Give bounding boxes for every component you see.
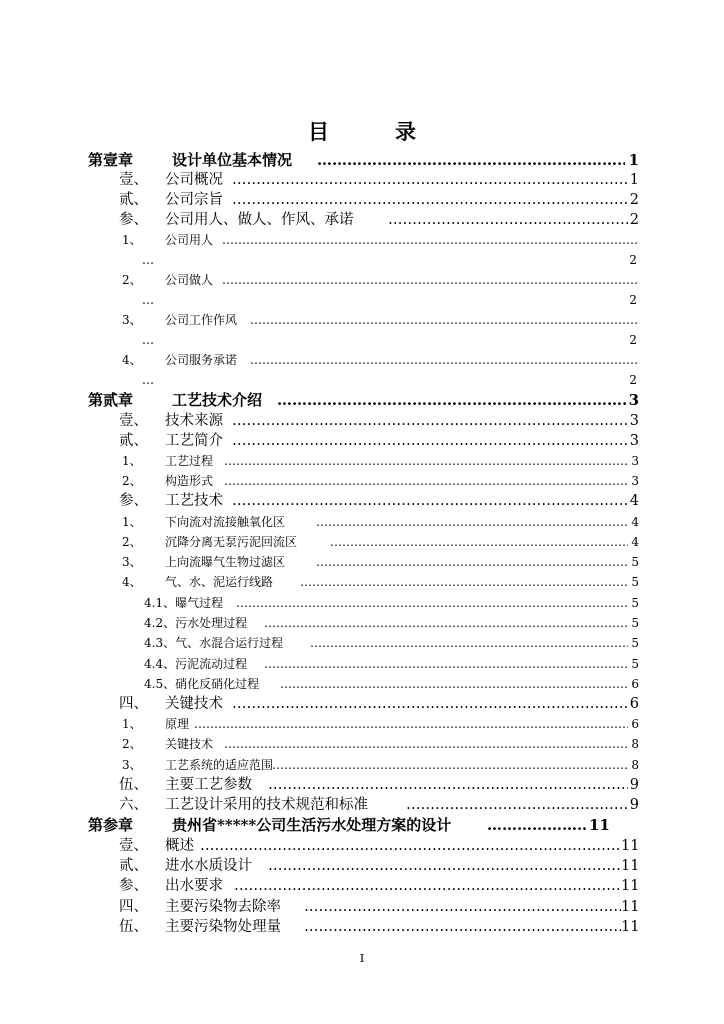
toc-entry[interactable] — [0, 210, 724, 230]
toc-chapter-1[interactable] — [0, 150, 724, 170]
entry-title: 出水要求 — [165, 878, 223, 894]
page-number: 5 — [631, 636, 639, 650]
entry-title: 4.1、曝气过程 — [144, 596, 224, 610]
entry-number: 4、 — [122, 575, 142, 589]
toc-entry[interactable] — [0, 633, 724, 653]
dot-leader — [487, 815, 587, 835]
toc-entry[interactable] — [0, 552, 724, 572]
page-number: 5 — [631, 657, 639, 671]
dot-leader — [304, 897, 621, 917]
toc-entry[interactable] — [0, 714, 724, 734]
entry-title: 气、水、泥运行线路 — [165, 575, 274, 589]
entry-title: 关键技术 — [165, 737, 214, 751]
dot-leader — [406, 795, 628, 815]
dot-leader — [250, 350, 637, 370]
dot-leader — [300, 572, 628, 592]
dot-leader — [317, 150, 625, 170]
dot-leader — [232, 190, 628, 210]
entry-title: 公司服务承诺 — [165, 353, 238, 367]
entry-number: 2、 — [122, 737, 142, 751]
dot-leader — [316, 552, 628, 572]
toc-entry[interactable] — [0, 170, 724, 190]
entry-title: 4.3、气、水混合运行过程 — [144, 636, 284, 650]
page-number: 5 — [631, 555, 639, 569]
page-number: 1 — [629, 172, 639, 188]
toc-entry[interactable] — [0, 755, 724, 775]
toc-entry[interactable] — [0, 795, 724, 815]
toc-entry[interactable] — [0, 431, 724, 451]
entry-number: 壹、 — [119, 172, 148, 188]
entry-title: 概述 — [165, 838, 194, 854]
entry-title: 公司用人 — [165, 233, 214, 247]
toc-title — [0, 116, 724, 146]
toc-entry[interactable] — [0, 674, 724, 694]
entry-number: 1、 — [122, 233, 142, 247]
page-number: 4 — [631, 535, 639, 549]
toc-entry[interactable] — [0, 836, 724, 856]
page-number: 11 — [621, 838, 640, 854]
toc-entry[interactable] — [0, 572, 724, 592]
entry-number: 参、 — [119, 878, 148, 894]
page-number: 4 — [629, 493, 639, 509]
toc-entry[interactable] — [0, 654, 724, 674]
entry-title: 工艺系统的适应范围 — [165, 758, 274, 772]
toc-entry[interactable] — [0, 491, 724, 511]
page-number: 3 — [629, 413, 639, 429]
toc-entry-continuation — [0, 250, 724, 270]
dot-leader — [224, 734, 628, 754]
entry-number: 六、 — [119, 797, 148, 813]
toc-entry[interactable] — [0, 694, 724, 714]
chapter-title: 工艺技术介绍 — [172, 391, 263, 409]
page-number: 9 — [629, 797, 639, 813]
toc-entry-continuation — [0, 370, 724, 390]
dot-leader — [304, 917, 621, 937]
entry-number: 贰、 — [119, 192, 148, 208]
entry-number: 2、 — [122, 273, 142, 287]
toc-entry[interactable] — [0, 897, 724, 917]
toc-entry[interactable] — [0, 350, 724, 370]
entry-number: 3、 — [122, 313, 142, 327]
entry-number: 壹、 — [119, 838, 148, 854]
toc-entry[interactable] — [0, 451, 724, 471]
toc-entry[interactable] — [0, 775, 724, 795]
entry-title: 工艺过程 — [165, 454, 214, 468]
entry-title: 技术来源 — [165, 413, 223, 429]
entry-title: 沉降分离无泵污泥回流区 — [165, 535, 298, 549]
page-number: 2 — [629, 333, 637, 347]
entry-title: 下向流对流接触氧化区 — [165, 515, 286, 529]
page-number: 4 — [631, 515, 639, 529]
page-number: 11 — [589, 816, 610, 834]
title-char-1: 目 — [308, 119, 329, 144]
dot-leader: … — [142, 373, 154, 387]
entry-title: 公司宗旨 — [165, 192, 223, 208]
entry-title: 进水水质设计 — [165, 858, 252, 874]
entry-title: 工艺设计采用的技术规范和标准 — [165, 797, 368, 813]
entry-title: 公司用人、做人、作风、承诺 — [165, 212, 354, 228]
dot-leader — [268, 856, 621, 876]
toc-entry[interactable] — [0, 856, 724, 876]
toc-entry[interactable] — [0, 471, 724, 491]
toc-entry[interactable] — [0, 734, 724, 754]
page-number: 3 — [628, 391, 639, 409]
dot-leader — [268, 775, 628, 795]
entry-number: 3、 — [122, 555, 142, 569]
dot-leader — [232, 491, 628, 511]
page-number: 11 — [621, 919, 640, 935]
chapter-title: 贵州省*****公司生活污水处理方案的设计 — [172, 816, 452, 834]
toc-entry[interactable] — [0, 310, 724, 330]
page-number: 11 — [621, 858, 640, 874]
dot-leader — [250, 310, 637, 330]
entry-number: 1、 — [122, 515, 142, 529]
dot-leader — [316, 512, 628, 532]
dot-leader — [232, 431, 628, 451]
toc-entry[interactable] — [0, 917, 724, 937]
dot-leader — [264, 654, 628, 674]
dot-leader — [232, 411, 628, 431]
toc-entry-continuation — [0, 330, 724, 350]
dot-leader — [222, 270, 637, 290]
entry-number: 伍、 — [119, 919, 148, 935]
entry-title: 公司概况 — [165, 172, 223, 188]
toc-entry-continuation — [0, 290, 724, 310]
page-number: 2 — [629, 212, 639, 228]
toc-entry[interactable] — [0, 512, 724, 532]
dot-leader — [330, 532, 628, 552]
toc-chapter-3[interactable] — [0, 815, 724, 835]
dot-leader — [310, 633, 628, 653]
entry-title: 公司做人 — [165, 273, 214, 287]
entry-title: 上向流曝气生物过滤区 — [165, 555, 286, 569]
page-number: 3 — [629, 433, 639, 449]
dot-leader — [232, 694, 628, 714]
page-number: 5 — [631, 575, 639, 589]
dot-leader — [236, 593, 628, 613]
page-number: 8 — [631, 758, 639, 772]
entry-title: 主要污染物处理量 — [165, 919, 281, 935]
toc-entry[interactable] — [0, 411, 724, 431]
entry-title: 工艺技术 — [165, 493, 223, 509]
page-number: 1 — [628, 151, 639, 169]
entry-title: 关键技术 — [165, 696, 223, 712]
entry-number: 参、 — [119, 493, 148, 509]
chapter-title: 设计单位基本情况 — [172, 151, 293, 169]
dot-leader — [232, 170, 628, 190]
dot-leader — [194, 714, 628, 734]
dot-leader — [388, 210, 628, 230]
dot-leader — [272, 755, 628, 775]
dot-leader: … — [142, 333, 154, 347]
entry-number: 贰、 — [119, 858, 148, 874]
chapter-number: 第参章 — [88, 816, 134, 834]
entry-title: 4.4、污泥流动过程 — [144, 657, 248, 671]
dot-leader — [222, 230, 637, 250]
chapter-number: 第贰章 — [88, 391, 134, 409]
entry-title: 工艺简介 — [165, 433, 223, 449]
page-number: 5 — [631, 596, 639, 610]
page-number: 3 — [631, 454, 639, 468]
dot-leader — [224, 451, 628, 471]
page-number: 11 — [621, 878, 640, 894]
entry-title: 4.5、硝化反硝化过程 — [144, 677, 260, 691]
entry-number: 2、 — [122, 474, 142, 488]
page-number: 6 — [631, 677, 639, 691]
page-number: 2 — [629, 373, 637, 387]
page-number: 2 — [629, 293, 637, 307]
entry-title: 主要污染物去除率 — [165, 899, 281, 915]
page-number: 2 — [629, 253, 637, 267]
entry-number: 参、 — [119, 212, 148, 228]
dot-leader: … — [142, 293, 154, 307]
chapter-number: 第壹章 — [88, 151, 134, 169]
dot-leader: … — [142, 253, 154, 267]
entry-title: 主要工艺参数 — [165, 777, 252, 793]
dot-leader — [264, 613, 628, 633]
entry-title: 构造形式 — [165, 474, 214, 488]
toc-entry[interactable] — [0, 270, 724, 290]
entry-number: 3、 — [122, 758, 142, 772]
toc-entry[interactable] — [0, 613, 724, 633]
page-number: 8 — [631, 737, 639, 751]
page-number: 9 — [629, 777, 639, 793]
entry-title: 原理 — [165, 717, 190, 731]
entry-number: 贰、 — [119, 433, 148, 449]
toc-entry[interactable] — [0, 230, 724, 250]
page-number: 6 — [631, 717, 639, 731]
entry-number: 1、 — [122, 454, 142, 468]
toc-entry[interactable] — [0, 876, 724, 896]
page-number: 3 — [631, 474, 639, 488]
entry-number: 四、 — [119, 696, 148, 712]
dot-leader — [200, 836, 621, 856]
dot-leader — [280, 674, 628, 694]
entry-title: 4.2、污水处理过程 — [144, 616, 248, 630]
page-number: 6 — [629, 696, 639, 712]
toc-entry[interactable] — [0, 190, 724, 210]
entry-number: 1、 — [122, 717, 142, 731]
page-number: 11 — [621, 899, 640, 915]
dot-leader — [234, 876, 621, 896]
entry-title: 公司工作作风 — [165, 313, 238, 327]
toc-entry[interactable] — [0, 593, 724, 613]
entry-number: 4、 — [122, 353, 142, 367]
entry-number: 四、 — [119, 899, 148, 915]
toc-chapter-2[interactable] — [0, 390, 724, 410]
dot-leader — [224, 471, 628, 491]
entry-number: 2、 — [122, 535, 142, 549]
page-footer-number: I — [359, 952, 365, 965]
title-char-2: 录 — [395, 119, 416, 144]
toc-entry[interactable] — [0, 532, 724, 552]
dot-leader — [277, 390, 627, 410]
page-number: 2 — [629, 192, 639, 208]
entry-number: 伍、 — [119, 777, 148, 793]
page-number: 5 — [631, 616, 639, 630]
entry-number: 壹、 — [119, 413, 148, 429]
